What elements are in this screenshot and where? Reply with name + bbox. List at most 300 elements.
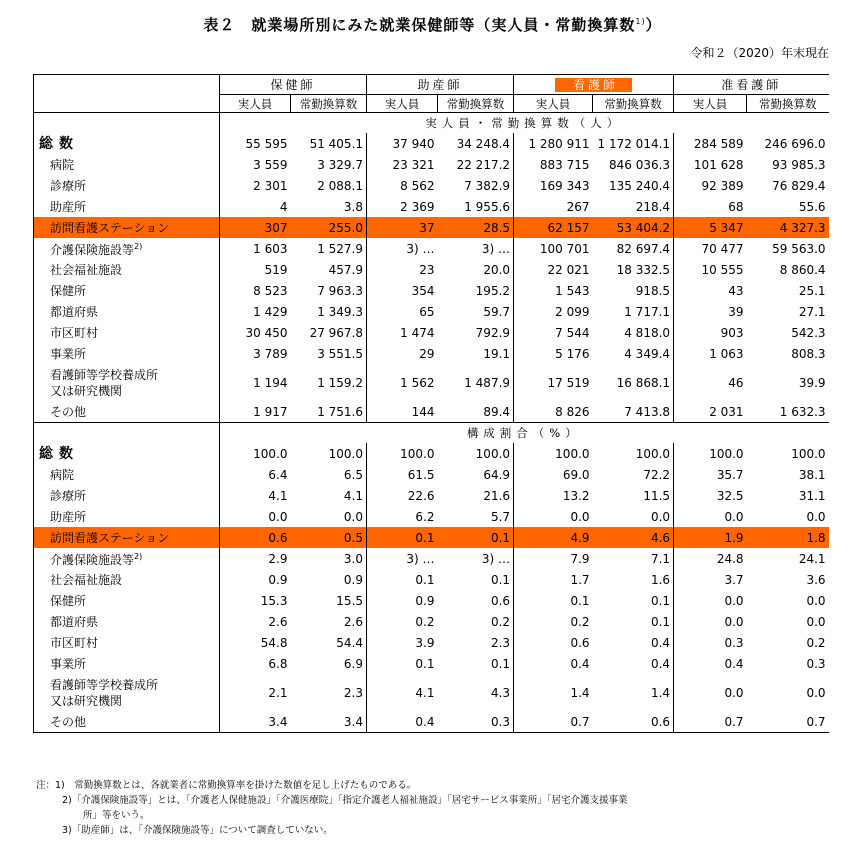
table-cell: 89.4 — [483, 404, 511, 419]
table-cell: 0.0 — [650, 509, 671, 524]
title-close: ） — [645, 16, 662, 34]
row-label-text: 病院 — [50, 157, 75, 172]
table-cell: 13.2 — [514, 485, 593, 506]
row-label — [34, 322, 220, 343]
table-cell: 65 — [367, 301, 438, 322]
row-label — [34, 133, 220, 154]
table-cell: 30 450 — [220, 322, 291, 343]
header-sub: 実人員 — [367, 95, 438, 113]
table-cell: 7.9 — [514, 548, 593, 569]
header-group-kangoshi — [514, 75, 674, 95]
table-cell: 2.3 — [343, 685, 364, 700]
header-sub: 実人員 — [674, 95, 747, 113]
footnotes — [36, 778, 628, 838]
table-cell: 0.1 — [490, 572, 511, 587]
table-cell: 3 329.7 — [317, 157, 364, 172]
header-sub: 実人員 — [514, 95, 593, 113]
table-cell: 4.1 — [367, 674, 438, 711]
table-row — [34, 343, 829, 364]
table-cell: 92 389 — [674, 175, 747, 196]
table-cell: 2.6 — [220, 611, 291, 632]
table-cell: 21.6 — [483, 488, 511, 503]
table-cell: 3 789 — [220, 343, 291, 364]
table-cell: 1 194 — [220, 364, 291, 401]
row-label-text: 社会福祉施設 — [50, 262, 123, 277]
table-cell: 0.0 — [806, 614, 826, 629]
table-cell: 17 519 — [514, 364, 593, 401]
table-cell: 3.0 — [343, 551, 364, 566]
table-cell: 24.1 — [798, 551, 826, 566]
row-label-line1: 看護師等学校養成所 — [50, 677, 159, 692]
row-label-text: その他 — [50, 714, 87, 729]
table-cell: 46 — [674, 364, 747, 401]
table-cell: 1 172 014.1 — [597, 136, 671, 151]
table-cell: 3.7 — [674, 569, 747, 590]
table-cell: 59.7 — [483, 304, 511, 319]
table-cell: 3.8 — [343, 199, 364, 214]
footnote-1: 注：1) 常勤換算数とは、各就業者に常勤換算率を掛けた数値を足し上げたものである。 — [36, 780, 417, 791]
row-label — [34, 506, 220, 527]
table-cell: 0.4 — [367, 711, 438, 733]
row-label — [34, 611, 220, 632]
table-cell: 29 — [367, 343, 438, 364]
table-cell: 519 — [220, 259, 291, 280]
header-sub: 常勤換算数 — [747, 95, 829, 113]
table-cell: 1.7 — [514, 569, 593, 590]
row-label-text: 助産所 — [50, 509, 87, 524]
table-cell: 0.4 — [674, 653, 747, 674]
row-label — [34, 217, 220, 238]
row-label — [34, 632, 220, 653]
table-cell: 22 021 — [514, 259, 593, 280]
table-cell: 4.1 — [220, 485, 291, 506]
table-cell: 0.0 — [514, 506, 593, 527]
table-cell: 0.9 — [343, 572, 364, 587]
table-cell: 64.9 — [483, 467, 511, 482]
table-cell: 846 036.3 — [608, 157, 671, 172]
table-cell: 54.4 — [336, 635, 364, 650]
table-cell: 0.4 — [514, 653, 593, 674]
table-cell: 55.6 — [798, 199, 826, 214]
table-cell: 1 280 911 — [514, 133, 593, 154]
table-cell: 72.2 — [643, 467, 671, 482]
table-cell: 8 860.4 — [779, 262, 826, 277]
table-cell: 1 159.2 — [317, 375, 364, 390]
header-sub: 実人員 — [220, 95, 291, 113]
table-cell: 4 327.3 — [747, 217, 829, 238]
section-label-spacer — [34, 423, 220, 444]
table-cell: 38.1 — [798, 467, 826, 482]
table-cell: 39.9 — [798, 375, 826, 390]
table-cell: 68 — [674, 196, 747, 217]
table-cell: 31.1 — [798, 488, 826, 503]
table-cell: 100.0 — [475, 446, 511, 461]
table-cell: 0.1 — [367, 653, 438, 674]
table-cell: 169 343 — [514, 175, 593, 196]
row-label-text: 都道府県 — [50, 304, 99, 319]
table-cell: 8 826 — [514, 401, 593, 423]
table-cell: 54.8 — [220, 632, 291, 653]
row-label — [34, 527, 220, 548]
table-cell: 5.7 — [490, 509, 511, 524]
table-cell: 2 301 — [220, 175, 291, 196]
table-cell: 15.3 — [220, 590, 291, 611]
section-header — [34, 113, 829, 134]
table-cell: 70 477 — [674, 238, 747, 259]
table-cell: 100.0 — [367, 443, 438, 464]
footnote-3: 3)「助産師」は、「介護保険施設等」について調査していない。 — [62, 825, 333, 836]
table-row — [34, 711, 829, 733]
table-row — [34, 674, 829, 711]
table-cell: 100.0 — [791, 446, 826, 461]
table-cell: 1.9 — [674, 527, 747, 548]
statistics-table — [33, 74, 829, 733]
table-cell: 0.1 — [514, 590, 593, 611]
table-cell: 23 — [367, 259, 438, 280]
table-cell: 59 563.0 — [772, 241, 826, 256]
table-cell: 4 — [220, 196, 291, 217]
table-cell: 0.2 — [806, 635, 826, 650]
row-label — [34, 175, 220, 196]
row-label-text: 事業所 — [50, 346, 87, 361]
table-cell: 7.1 — [650, 551, 671, 566]
table-cell: 0.1 — [367, 527, 438, 548]
as-of-date: 令和２（2020）年末現在 — [690, 46, 829, 60]
table-cell: 0.0 — [674, 674, 747, 711]
header-sub: 常勤換算数 — [291, 95, 367, 113]
table-cell: 4.9 — [514, 527, 593, 548]
row-label — [34, 485, 220, 506]
table-cell: 0.6 — [490, 593, 511, 608]
row-label-footnote: 2) — [134, 242, 143, 251]
table-cell: 255.0 — [291, 217, 367, 238]
table-row — [34, 569, 829, 590]
row-label — [34, 569, 220, 590]
table-cell: 101 628 — [674, 154, 747, 175]
table-cell: 37 — [367, 217, 438, 238]
table-cell: 284 589 — [674, 133, 747, 154]
row-label-text: 市区町村 — [50, 325, 99, 340]
table-cell: 27 967.8 — [309, 325, 364, 340]
table-cell: 0.0 — [343, 509, 364, 524]
row-label — [34, 674, 220, 711]
table-row — [34, 485, 829, 506]
row-label — [34, 364, 220, 401]
table-cell: 0.9 — [367, 590, 438, 611]
table-cell: 6.9 — [343, 656, 364, 671]
table-row — [34, 322, 829, 343]
table-cell: 0.0 — [220, 506, 291, 527]
header-group-josanshi: 助産師 — [367, 75, 514, 95]
table-cell: 1 917 — [220, 401, 291, 423]
table-cell: 3) … — [367, 238, 438, 259]
table-cell: 1 562 — [367, 364, 438, 401]
table-cell: 1 632.3 — [779, 404, 826, 419]
header-sub: 常勤換算数 — [438, 95, 514, 113]
table-cell: 100.0 — [220, 443, 291, 464]
row-label — [34, 548, 220, 569]
table-cell: 22 217.2 — [456, 157, 511, 172]
table-cell: 3 551.5 — [317, 346, 364, 361]
header-group-hokenshi: 保健師 — [220, 75, 367, 95]
table-cell: 2 369 — [367, 196, 438, 217]
row-label-text: 訪問看護ステーション — [50, 530, 170, 545]
section-label: 実人員・常勤換算数（人） — [220, 113, 829, 134]
row-label-text: 病院 — [50, 467, 75, 482]
table-cell: 16 868.1 — [616, 375, 671, 390]
table-cell: 3 559 — [220, 154, 291, 175]
table-cell: 0.2 — [367, 611, 438, 632]
table-row — [34, 154, 829, 175]
table-cell: 0.0 — [674, 590, 747, 611]
corner-cell — [34, 75, 220, 113]
table-cell: 1.6 — [650, 572, 671, 587]
header-group-junkangoshi: 准看護師 — [674, 75, 829, 95]
table-cell: 55 595 — [220, 133, 291, 154]
row-label-line1: 看護師等学校養成所 — [50, 367, 159, 382]
table-cell: 1.4 — [650, 685, 671, 700]
table-row — [34, 653, 829, 674]
table-cell: 100 701 — [514, 238, 593, 259]
table-row — [34, 133, 829, 154]
table-cell: 1 717.1 — [624, 304, 671, 319]
table-cell: 792.9 — [475, 325, 511, 340]
table-cell: 1.4 — [514, 674, 593, 711]
row-label-text: 総数 — [39, 445, 79, 462]
table-cell: 0.1 — [650, 614, 671, 629]
table-cell: 246 696.0 — [764, 136, 826, 151]
table-cell: 0.1 — [650, 593, 671, 608]
table-cell: 3.4 — [220, 711, 291, 733]
table-cell: 2.6 — [343, 614, 364, 629]
table-cell: 0.6 — [220, 527, 291, 548]
table-cell: 1 955.6 — [464, 199, 511, 214]
table-row — [34, 527, 829, 548]
table-cell: 0.4 — [650, 635, 671, 650]
table-cell: 2 088.1 — [317, 178, 364, 193]
table-cell: 4.1 — [343, 488, 364, 503]
table-row — [34, 548, 829, 569]
table-cell: 542.3 — [791, 325, 826, 340]
row-label-text: 介護保険施設等 — [50, 243, 135, 257]
table-cell: 0.7 — [514, 711, 593, 733]
table-cell: 195.2 — [475, 283, 511, 298]
table-cell: 0.6 — [514, 632, 593, 653]
table-cell: 4 349.4 — [624, 346, 671, 361]
table-row — [34, 175, 829, 196]
row-label-text: 訪問看護ステーション — [50, 220, 170, 235]
table-cell: 1 063 — [674, 343, 747, 364]
page-title — [0, 14, 865, 35]
table-cell: 0.0 — [806, 685, 826, 700]
table-cell: 8 562 — [367, 175, 438, 196]
table-cell: 0.3 — [806, 656, 826, 671]
table-cell: 0.2 — [514, 611, 593, 632]
table-cell: 15.5 — [336, 593, 364, 608]
table-cell: 6.8 — [220, 653, 291, 674]
row-label-text: 保健所 — [50, 593, 87, 608]
row-label-text: 診療所 — [50, 488, 87, 503]
table-cell: 2.3 — [490, 635, 511, 650]
table-cell: 100.0 — [514, 443, 593, 464]
table-cell: 0.6 — [650, 714, 671, 729]
table-cell: 918.5 — [635, 283, 671, 298]
table-row — [34, 364, 829, 401]
table-cell: 7 544 — [514, 322, 593, 343]
table-cell: 1 474 — [367, 322, 438, 343]
table-cell: 883 715 — [514, 154, 593, 175]
table-row — [34, 259, 829, 280]
row-label — [34, 196, 220, 217]
table-cell: 1 603 — [220, 238, 291, 259]
table-cell: 1 527.9 — [317, 241, 364, 256]
table-cell: 3.6 — [806, 572, 826, 587]
table-cell: 0.1 — [367, 569, 438, 590]
row-label-text: 保健所 — [50, 283, 87, 298]
table-cell: 0.9 — [220, 569, 291, 590]
table-cell: 0.3 — [674, 632, 747, 653]
table-cell: 0.0 — [674, 611, 747, 632]
title-footnote-mark: 1) — [635, 17, 646, 26]
table-cell: 51 405.1 — [309, 136, 364, 151]
table-cell: 6.4 — [220, 464, 291, 485]
table-cell: 4 818.0 — [624, 325, 671, 340]
row-label — [34, 259, 220, 280]
table-cell: 0.7 — [806, 714, 826, 729]
header-group-kangoshi-label: 看護師 — [555, 78, 632, 92]
table-cell: 4.6 — [593, 527, 674, 548]
table-body — [34, 113, 829, 733]
row-label-text: 助産所 — [50, 199, 87, 214]
table-cell: 3) … — [481, 551, 511, 566]
table-row — [34, 464, 829, 485]
table-cell: 82 697.4 — [616, 241, 671, 256]
row-label — [34, 238, 220, 259]
row-label — [34, 280, 220, 301]
row-label — [34, 343, 220, 364]
footnote-2: 2)「介護保険施設等」とは、「介護老人保健施設」「介護医療院」「指定介護老人福祉施設」「居宅サービス事業所」「居宅介護支援事業 — [62, 795, 628, 806]
row-label-text: その他 — [50, 404, 87, 419]
table-row — [34, 301, 829, 322]
table-cell: 76 829.4 — [772, 178, 826, 193]
table-cell: 1 349.3 — [317, 304, 364, 319]
header-sub: 常勤換算数 — [593, 95, 674, 113]
table-cell: 32.5 — [674, 485, 747, 506]
table-row — [34, 280, 829, 301]
table-row — [34, 217, 829, 238]
row-label-text: 診療所 — [50, 178, 87, 193]
row-label — [34, 154, 220, 175]
table-cell: 2.9 — [220, 548, 291, 569]
table-cell: 2 031 — [674, 401, 747, 423]
table-cell: 19.1 — [483, 346, 511, 361]
table-cell: 5 176 — [514, 343, 593, 364]
table-cell: 0.2 — [490, 614, 511, 629]
table-cell: 61.5 — [367, 464, 438, 485]
table-cell: 23 321 — [367, 154, 438, 175]
table-cell: 3.4 — [343, 714, 364, 729]
row-label-line2: 又は研究機関 — [50, 693, 123, 708]
table-cell: 0.0 — [674, 506, 747, 527]
row-label-text: 事業所 — [50, 656, 87, 671]
table-cell: 7 382.9 — [464, 178, 511, 193]
table-cell: 3) … — [481, 241, 511, 256]
table-cell: 3.9 — [367, 632, 438, 653]
row-label-text: 社会福祉施設 — [50, 572, 123, 587]
table-cell: 100.0 — [635, 446, 671, 461]
table-cell: 28.5 — [438, 217, 514, 238]
table-row — [34, 196, 829, 217]
table-cell: 307 — [220, 217, 291, 238]
title-text: 表２ 就業場所別にみた就業保健師等（実人員・常勤換算数 — [203, 16, 636, 34]
table-row — [34, 632, 829, 653]
table-cell: 34 248.4 — [456, 136, 511, 151]
table-cell: 6.2 — [367, 506, 438, 527]
table-cell: 1 487.9 — [464, 375, 511, 390]
table-cell: 0.3 — [490, 714, 511, 729]
table-cell: 2.1 — [220, 674, 291, 711]
table-cell: 24.8 — [674, 548, 747, 569]
table-cell: 11.5 — [643, 488, 671, 503]
table-cell: 0.7 — [674, 711, 747, 733]
table-cell: 18 332.5 — [616, 262, 671, 277]
table-cell: 1 751.6 — [317, 404, 364, 419]
table-cell: 3) … — [367, 548, 438, 569]
table-cell: 25.1 — [798, 283, 826, 298]
row-label — [34, 711, 220, 733]
table-cell: 5 347 — [674, 217, 747, 238]
table-cell: 20.0 — [483, 262, 511, 277]
table-cell: 808.3 — [791, 346, 826, 361]
table-cell: 2 099 — [514, 301, 593, 322]
table-cell: 62 157 — [514, 217, 593, 238]
table-row — [34, 443, 829, 464]
table-cell: 93 985.3 — [772, 157, 826, 172]
table-row — [34, 238, 829, 259]
table-cell: 10 555 — [674, 259, 747, 280]
table-cell: 0.1 — [438, 527, 514, 548]
section-label: 構成割合（%） — [220, 423, 829, 444]
table-cell: 4.3 — [490, 685, 511, 700]
table-row — [34, 590, 829, 611]
table-cell: 27.1 — [798, 304, 826, 319]
row-label — [34, 653, 220, 674]
table-cell: 1 429 — [220, 301, 291, 322]
row-label-text: 総数 — [39, 135, 79, 152]
row-label-text: 介護保険施設等 — [50, 553, 135, 567]
row-label-text: 都道府県 — [50, 614, 99, 629]
table-cell: 354 — [367, 280, 438, 301]
table-cell: 37 940 — [367, 133, 438, 154]
table-cell: 144 — [367, 401, 438, 423]
table-cell: 0.4 — [650, 656, 671, 671]
table-cell: 0.1 — [490, 656, 511, 671]
table-row — [34, 506, 829, 527]
table-cell: 1.8 — [747, 527, 829, 548]
table-cell: 7 413.8 — [624, 404, 671, 419]
row-label — [34, 443, 220, 464]
table-cell: 0.0 — [806, 593, 826, 608]
table-cell: 39 — [674, 301, 747, 322]
table-cell: 100.0 — [328, 446, 364, 461]
table-cell: 6.5 — [343, 467, 364, 482]
row-label-footnote: 2) — [134, 552, 143, 561]
table-cell: 69.0 — [514, 464, 593, 485]
row-label — [34, 590, 220, 611]
table-cell: 457.9 — [328, 262, 364, 277]
table-cell: 22.6 — [367, 485, 438, 506]
table-cell: 135 240.4 — [608, 178, 671, 193]
